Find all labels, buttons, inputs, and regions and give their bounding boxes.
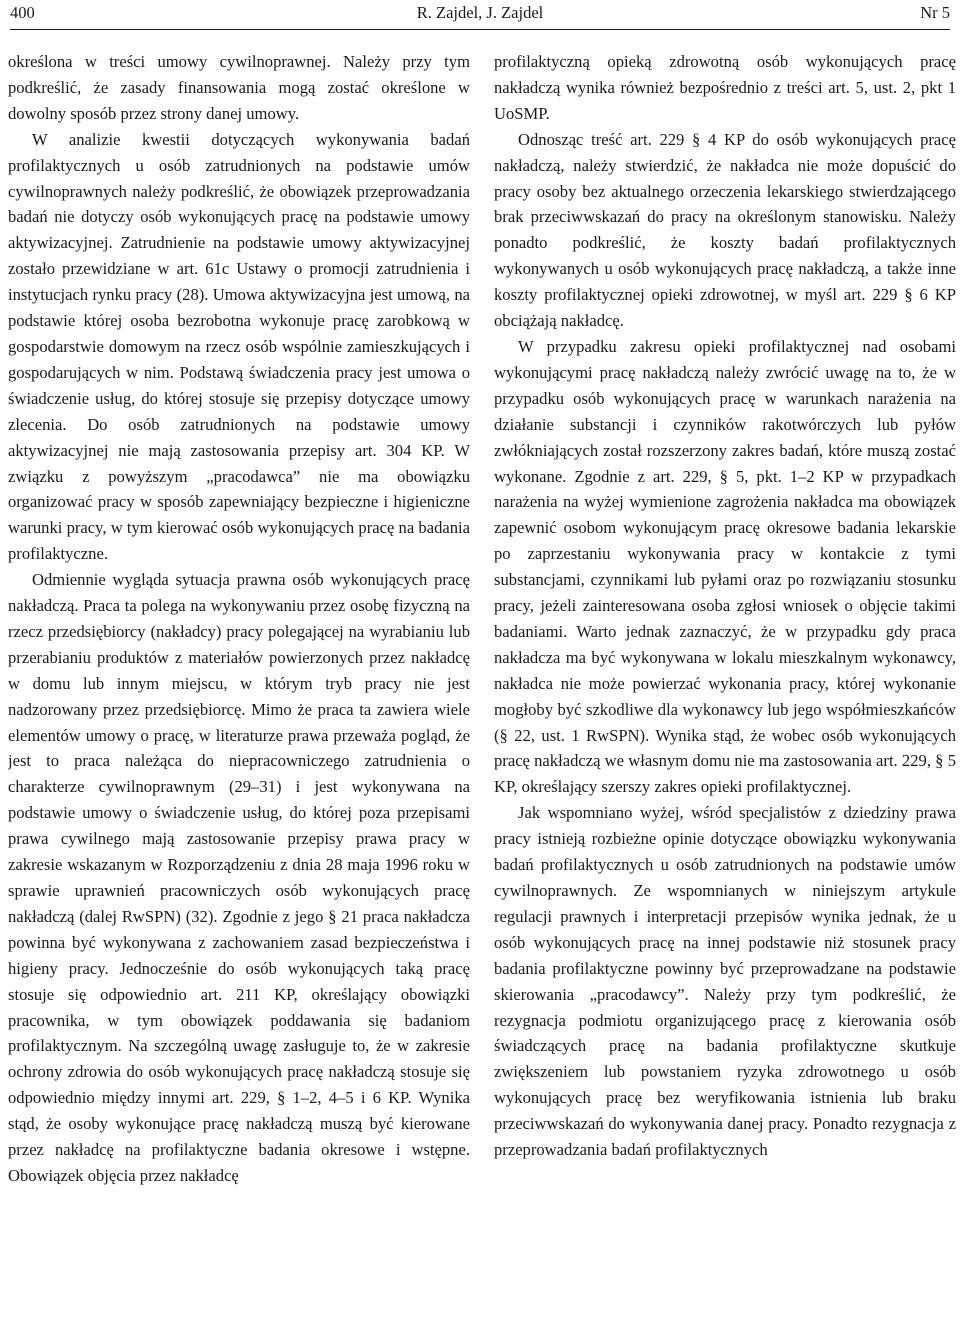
running-header [10, 0, 950, 26]
left-column [8, 49, 470, 1335]
paragraph: Jak wspomniano wyżej, wśród specjalistów z dziedziny prawa pracy istnieją rozbieżne opinie dotyczące obowiązku wykonywania badań profilaktycznych u osób zatrudnionych na podstawie umów cywilnoprawnych. Ze wspomnianych w niniejszym artykule regulacji prawnych i interpretacji przepisów wynika jednak, że u osób wykonujących pracę na innej podstawie niż stosunek pracy badania profilaktyczne powinny być przeprowadzane na podstawie skierowania „pracodawcy”. Należy przy tym podkreślić, że rezygnacja podmiotu organizującego pracę z kierowania osób świadczących pracę na badania profilaktyczne skutkuje zwiększeniem lub powstaniem ryzyka zdrowotnego u osób wykonujących pracę bez weryfikowania istnienia lub braku przeciwwskazań do wykonywania danej pracy. Ponadto rezygnacja z przeprowadzania badań profilaktycznych [494, 803, 956, 1160]
running-authors: R. Zajdel, J. Zajdel [416, 3, 544, 22]
paragraph: W przypadku zakresu opieki profilaktycznej nad osobami wykonującymi pracę nakładczą należy zwrócić uwagę na to, że w przypadku osób wykonujących pracę w warunkach narażenia na działanie substancji i czynników rakotwórczych lub pyłów zwłókniających został rozszerzony zakres badań, które muszą zostać wykonane. Zgodnie z art. 229, § 5, pkt. 1–2 KP w przypadkach narażenia na wyżej wymienione zagrożenia nakładca ma obowiązek zapewnić osobom wykonującym pracę okresowe badania lekarskie po zaprzestaniu wykonywania pracy w kontakcie z tymi substancjami, czynnikami lub pyłami oraz po rozwiązaniu stosunku pracy, jeżeli zainteresowana osoba zgłosi wniosek o objęcie takimi badaniami. Warto jednak zaznaczyć, że w przypadku gdy praca nakładcza ma być wykonywana w lokalu mieszkalnym wykonawcy, nakładca nie może powierzać wykonania pracy, której wykonanie mogłoby być szkodliwe dla wykonawcy lub jego współmieszkańców (§ 22, ust. 1 RwSPN). Wynika stąd, że wobec osób wykonujących pracę nakładczą we własnym domu nie ma zastosowania art. 229, § 5 KP, określający szerszy zakres opieki profilaktycznej. [494, 336, 956, 797]
paragraph: określona w treści umowy cywilnoprawnej. Należy przy tym podkreślić, że zasady finansowania mogą zostać określone w dowolny sposób przez strony danej umowy. [8, 52, 470, 123]
paragraph: W analizie kwestii dotyczących wykonywania badań profilaktycznych u osób zatrudnionych na podstawie umów cywilnoprawnych należy podkreślić, że obowiązek przeprowadzania badań nie dotyczy osób wykonujących pracę na podstawie umowy aktywizacyjnej. Zatrudnienie na podstawie umowy aktywizacyjnej zostało przewidziane w art. 61c Ustawy o promocji zatrudnienia i instytucjach rynku pracy (28). Umowa aktywizacyjna jest umową, na podstawie której osoba bezrobotna wykonuje pracę zarobkową w gospodarstwie domowym na rzecz osób wspólnie zamieszkujących i gospodarujących w nim. Podstawą świadczenia pracy jest umowa o świadczenie usług, do której stosuje się przepisy dotyczące umowy zlecenia. Do osób zatrudnionych na podstawie umowy aktywizacyjnej nie mają zastosowania przepisy art. 304 KP. W związku z powyższym „pracodawca” nie ma obowiązku organizować pracy w sposób zapewniający bezpieczne i higieniczne warunki pracy, w tym kierować osób wykonujących pracę na badania profilaktyczne. [8, 129, 470, 564]
right-column [494, 49, 956, 1335]
paragraph: Odmiennie wygląda sytuacja prawna osób wykonujących pracę nakładczą. Praca ta polega na wykonywaniu przez osobę fizyczną na rzecz przedsiębiorcy (nakładcy) pracy polegającej na wyrabianiu lub przerabianiu produktów z materiałów powierzonych przez nakładcę w domu lub innym miejscu, w którym tryb pracy nie jest nadzorowany przez przedsiębiorcę. Mimo że praca ta zawiera wiele elementów umowy o pracę, w literaturze prawa przeważa pogląd, że jest to praca należąca do niepracowniczego zatrudnienia o charakterze cywilnoprawnym (29–31) i jest wykonywana na podstawie umowy o świadczenie usług, do której poza przepisami prawa cywilnego mają zastosowanie przepisy prawa pracy w zakresie wskazanym w Rozporządzeniu z dnia 28 maja 1996 roku w sprawie uprawnień pracowniczych osób wykonujących pracę nakładczą (dalej RwSPN) (32). Zgodnie z jego § 21 praca nakładcza powinna być wykonywana z zachowaniem zasad bezpieczeństwa i higieny pracy. Jednocześnie do osób wykonujących taką pracę stosuje się odpowiednio art. 211 KP, określający obowiązki pracownika, w tym obowiązek poddawania się badaniom profilaktycznym. Na szczególną uwagę zasługuje to, że w zakresie ochrony zdrowia do osób wykonujących pracę nakładczą stosuje się odpowiednio między innymi art. 229, § 1–2, 4–5 i 6 KP. Wynika stąd, że osoby wykonujące pracę nakładczą muszą być kierowane przez nakładcę na profilaktyczne badania okresowe i wstępne. Obowiązek objęcia przez nakładcę [8, 570, 470, 1185]
page-number: 400 [10, 3, 35, 22]
issue-number: Nr 5 [920, 3, 950, 22]
paragraph: profilaktyczną opieką zdrowotną osób wykonujących pracę nakładczą wynika również bezpośrednio z treści art. 5, ust. 2, pkt 1 UoSMP. [494, 52, 956, 123]
header-rule [10, 29, 950, 30]
paragraph: Odnosząc treść art. 229 § 4 KP do osób wykonujących pracę nakładczą, należy stwierdzić, że nakładca nie może dopuścić do pracy osoby bez aktualnego orzeczenia lekarskiego stwierdzającego brak przeciwwskazań do pracy na określonym stanowisku. Należy ponadto podkreślić, że koszty badań profilaktycznych wykonywanych u osób wykonujących pracę nakładczą, a także inne koszty profilaktycznej opieki zdrowotnej, w myśl art. 229 § 6 KP obciążają nakładcę. [494, 129, 956, 331]
